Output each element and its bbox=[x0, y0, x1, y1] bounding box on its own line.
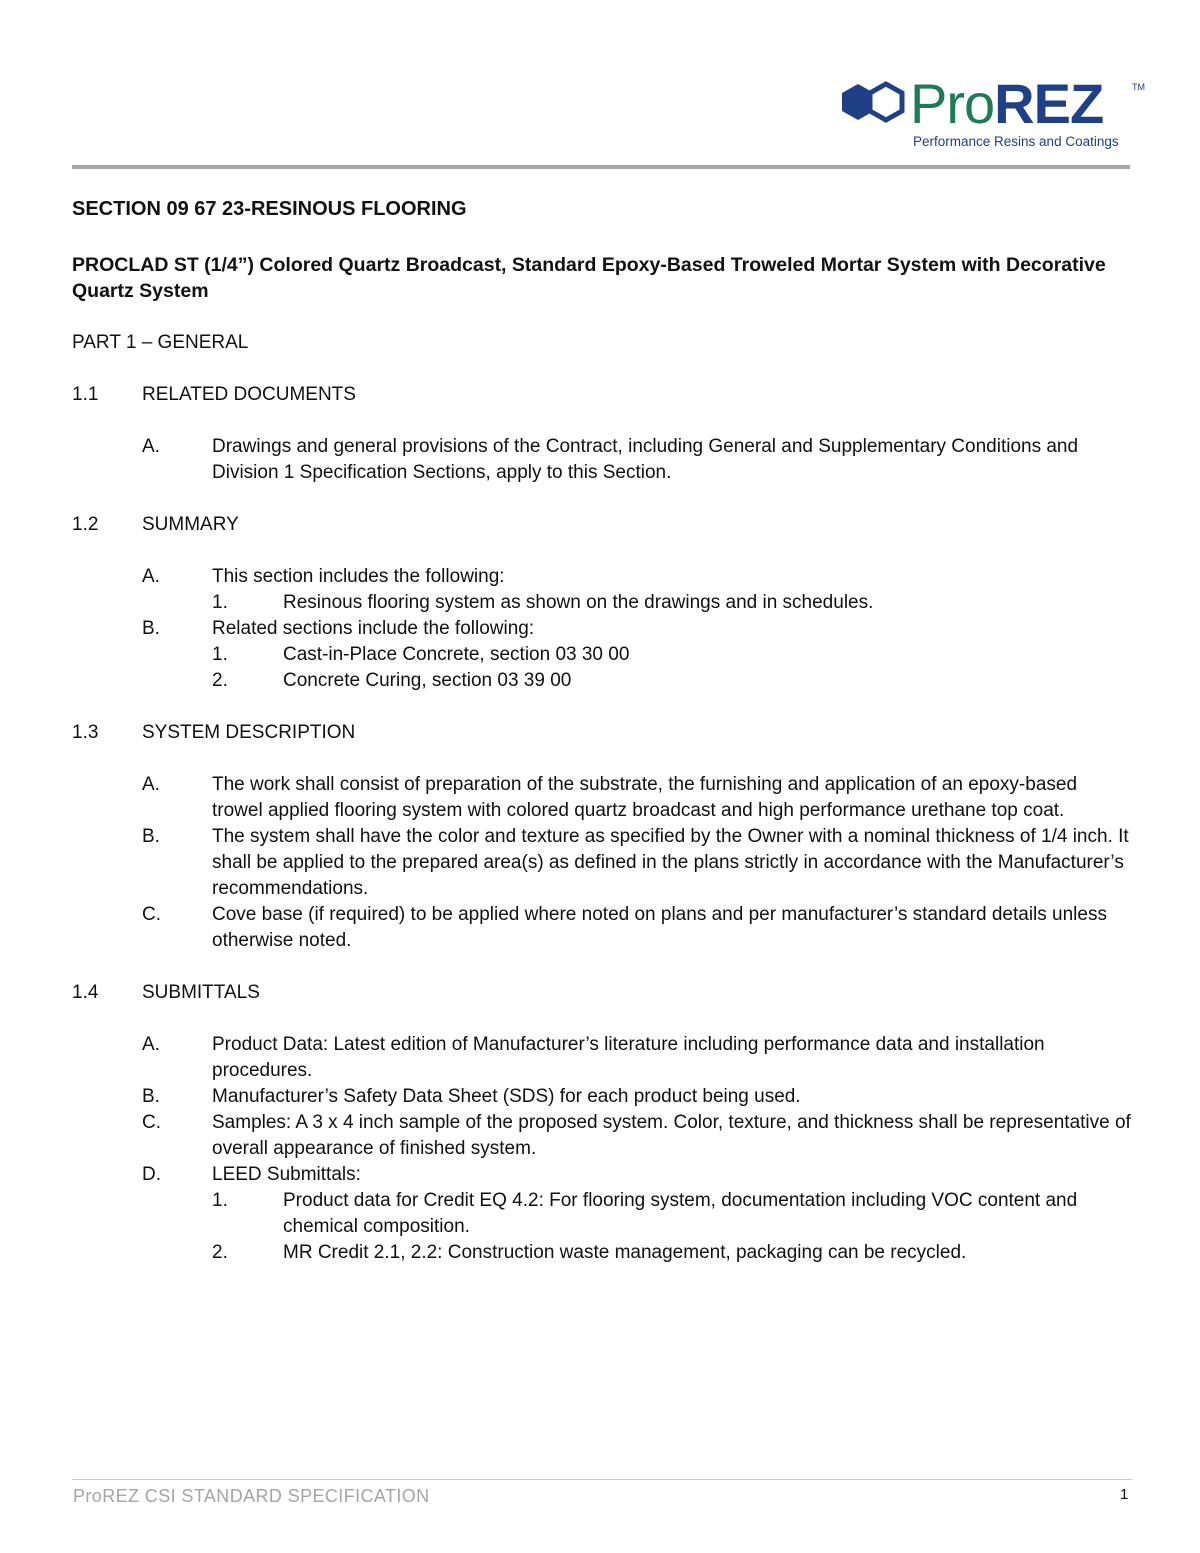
item-marker: 2. bbox=[212, 670, 228, 691]
footer-divider bbox=[72, 1479, 1132, 1480]
list-item bbox=[142, 1084, 1132, 1110]
article-number: 1.4 bbox=[72, 982, 99, 1003]
item-text: Related sections include the following: bbox=[212, 618, 535, 639]
list-item bbox=[142, 1162, 1132, 1188]
list-item bbox=[142, 1110, 1132, 1162]
list-item bbox=[142, 434, 1132, 486]
brand-tagline: Performance Resins and Coatings bbox=[913, 134, 1119, 149]
item-text: Resinous flooring system as shown on the drawings and in schedules. bbox=[283, 592, 874, 613]
article-items bbox=[72, 434, 1132, 486]
item-marker: A. bbox=[142, 566, 160, 587]
item-text: The system shall have the color and texture as specified by the Owner with a nominal thickness of 1/4 inch. It shall be applied to the prepared area(s) as defined in the plans strictly in accordance with the Manufacturer’s recommendations. bbox=[212, 826, 1129, 899]
sub-list-item bbox=[212, 668, 1132, 694]
item-marker: A. bbox=[142, 774, 160, 795]
item-marker: 1. bbox=[212, 644, 228, 665]
list-item bbox=[142, 772, 1132, 824]
article-title: SYSTEM DESCRIPTION bbox=[142, 722, 356, 743]
list-item bbox=[142, 824, 1132, 902]
article-heading bbox=[72, 980, 1132, 1006]
list-item bbox=[142, 616, 1132, 642]
article-heading bbox=[72, 512, 1132, 538]
item-marker: A. bbox=[142, 1034, 160, 1055]
trademark-mark: TM bbox=[1132, 82, 1145, 92]
page-number: 1 bbox=[1120, 1486, 1129, 1503]
article-items bbox=[72, 564, 1132, 694]
item-marker: 1. bbox=[212, 592, 228, 613]
article-summary bbox=[72, 512, 1132, 694]
item-text: The work shall consist of preparation of the substrate, the furnishing and application of an epoxy-based trowel applied flooring system with colored quartz broadcast and high performance urethane top coat. bbox=[212, 774, 1078, 821]
item-text: This section includes the following: bbox=[212, 566, 505, 587]
article-number: 1.1 bbox=[72, 384, 99, 405]
list-item bbox=[142, 1032, 1132, 1084]
list-item bbox=[142, 564, 1132, 590]
item-marker: C. bbox=[142, 1112, 161, 1133]
item-text: Product Data: Latest edition of Manufacturer’s literature including performance data and installation procedures. bbox=[212, 1034, 1045, 1081]
item-text: LEED Submittals: bbox=[212, 1164, 361, 1185]
article-title: RELATED DOCUMENTS bbox=[142, 384, 356, 405]
item-marker: A. bbox=[142, 436, 160, 457]
article-number: 1.3 bbox=[72, 722, 99, 743]
article-items bbox=[72, 772, 1132, 954]
sub-list-item bbox=[212, 1240, 1132, 1266]
article-title: SUMMARY bbox=[142, 514, 239, 535]
item-marker: B. bbox=[142, 618, 160, 639]
brand-pro: Pro bbox=[910, 72, 995, 135]
part-heading: PART 1 – GENERAL bbox=[72, 332, 249, 353]
hexagon-logo-icon bbox=[836, 78, 908, 134]
article-items bbox=[72, 1032, 1132, 1266]
item-marker: D. bbox=[142, 1164, 161, 1185]
item-text: Cove base (if required) to be applied where noted on plans and per manufacturer’s standard details unless otherwise noted. bbox=[212, 904, 1107, 951]
item-text: Cast-in-Place Concrete, section 03 30 00 bbox=[283, 644, 630, 665]
brand-name bbox=[910, 72, 1103, 136]
item-text: Manufacturer’s Safety Data Sheet (SDS) for each product being used. bbox=[212, 1086, 801, 1107]
header-divider bbox=[72, 165, 1130, 169]
sub-list-item bbox=[212, 1188, 1132, 1240]
prorez-logo bbox=[836, 72, 1148, 154]
item-marker: B. bbox=[142, 1086, 160, 1107]
sub-list-item bbox=[212, 590, 1132, 616]
sub-list-item bbox=[212, 642, 1132, 668]
list-item bbox=[142, 902, 1132, 954]
article-number: 1.2 bbox=[72, 514, 99, 535]
article-related-documents bbox=[72, 382, 1132, 486]
item-text: Concrete Curing, section 03 39 00 bbox=[283, 670, 572, 691]
brand-rez: REZ bbox=[994, 72, 1104, 135]
item-text: Product data for Credit EQ 4.2: For flooring system, documentation including VOC content and chemical composition. bbox=[283, 1190, 1078, 1237]
item-marker: 2. bbox=[212, 1242, 228, 1263]
item-text: MR Credit 2.1, 2.2: Construction waste management, packaging can be recycled. bbox=[283, 1242, 967, 1263]
item-marker: 1. bbox=[212, 1190, 228, 1211]
system-subtitle: PROCLAD ST (1/4”) Colored Quartz Broadcast, Standard Epoxy-Based Troweled Mortar System with Decorative Quartz System bbox=[72, 254, 1106, 302]
item-marker: B. bbox=[142, 826, 160, 847]
article-title: SUBMITTALS bbox=[142, 982, 260, 1003]
article-heading bbox=[72, 720, 1132, 746]
item-text: Drawings and general provisions of the Contract, including General and Supplementary Conditions and Division 1 Specification Sections, apply to this Section. bbox=[212, 436, 1079, 483]
item-marker: C. bbox=[142, 904, 161, 925]
document-body bbox=[72, 196, 1132, 1292]
item-text: Samples: A 3 x 4 inch sample of the proposed system. Color, texture, and thickness shall be representative of overall appearance of finished system. bbox=[212, 1112, 1131, 1159]
footer-label: ProREZ CSI STANDARD SPECIFICATION bbox=[73, 1486, 430, 1506]
article-heading bbox=[72, 382, 1132, 408]
section-title: SECTION 09 67 23-RESINOUS FLOORING bbox=[72, 198, 467, 220]
article-submittals bbox=[72, 980, 1132, 1266]
article-system-description bbox=[72, 720, 1132, 954]
